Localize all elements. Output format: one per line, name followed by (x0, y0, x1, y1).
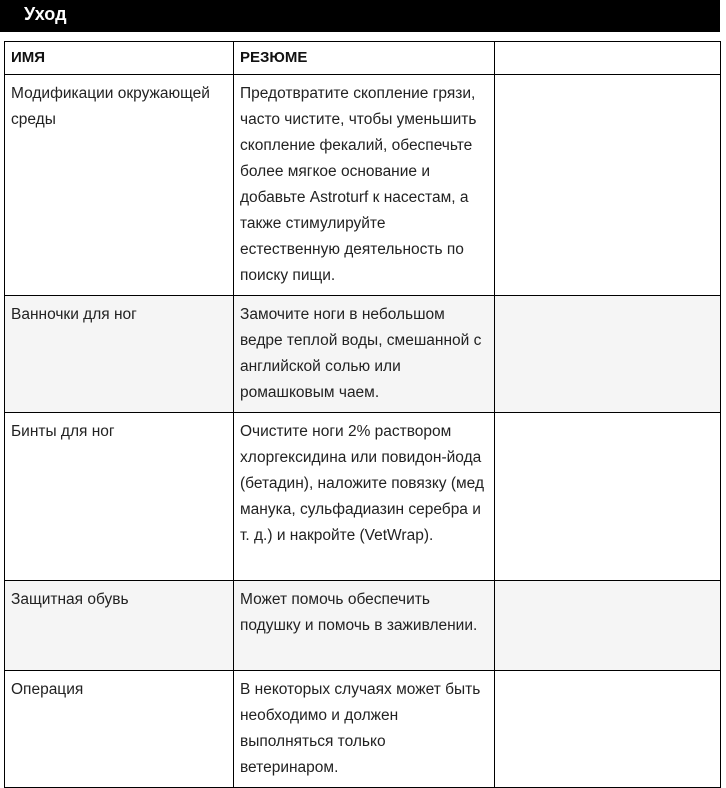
table-row (5, 671, 721, 788)
table-row (5, 581, 721, 671)
cell-summary: Замочите ноги в небольшом ведре теплой воды, смешанной с английской солью или ромашковым чаем. (234, 296, 495, 413)
table-row (5, 75, 721, 296)
cell-summary: В некоторых случаях может быть необходимо и должен выполняться только ветеринаром. (234, 671, 495, 788)
cell-extra (495, 413, 721, 581)
section-title: Уход (24, 4, 67, 24)
cell-extra (495, 296, 721, 413)
cell-summary: Очистите ноги 2% раствором хлоргексидина или повидон-йода (бетадин), наложите повязку (мед манука, сульфадиазин серебра и т. д.) и накройте (VetWrap). (234, 413, 495, 581)
cell-name: Модификации окружающей среды (5, 75, 234, 296)
table-row (5, 413, 721, 581)
cell-extra (495, 671, 721, 788)
section-header-bar (0, 0, 720, 32)
cell-name: Операция (5, 671, 234, 788)
column-header-summary: РЕЗЮМЕ (234, 42, 495, 75)
cell-name: Защитная обувь (5, 581, 234, 671)
column-header-extra (495, 42, 721, 75)
cell-summary: Предотвратите скопление грязи, часто чистите, чтобы уменьшить скопление фекалий, обеспечьте более мягкое основание и добавьте Astroturf к насестам, а также стимулируйте естественную деятельность по поиску пищи. (234, 75, 495, 296)
care-table (4, 41, 721, 788)
cell-summary: Может помочь обеспечить подушку и помочь в заживлении. (234, 581, 495, 671)
column-header-name: ИМЯ (5, 42, 234, 75)
cell-name: Ванночки для ног (5, 296, 234, 413)
cell-extra (495, 75, 721, 296)
cell-extra (495, 581, 721, 671)
table-header-row (5, 42, 721, 75)
table-row (5, 296, 721, 413)
cell-name: Бинты для ног (5, 413, 234, 581)
